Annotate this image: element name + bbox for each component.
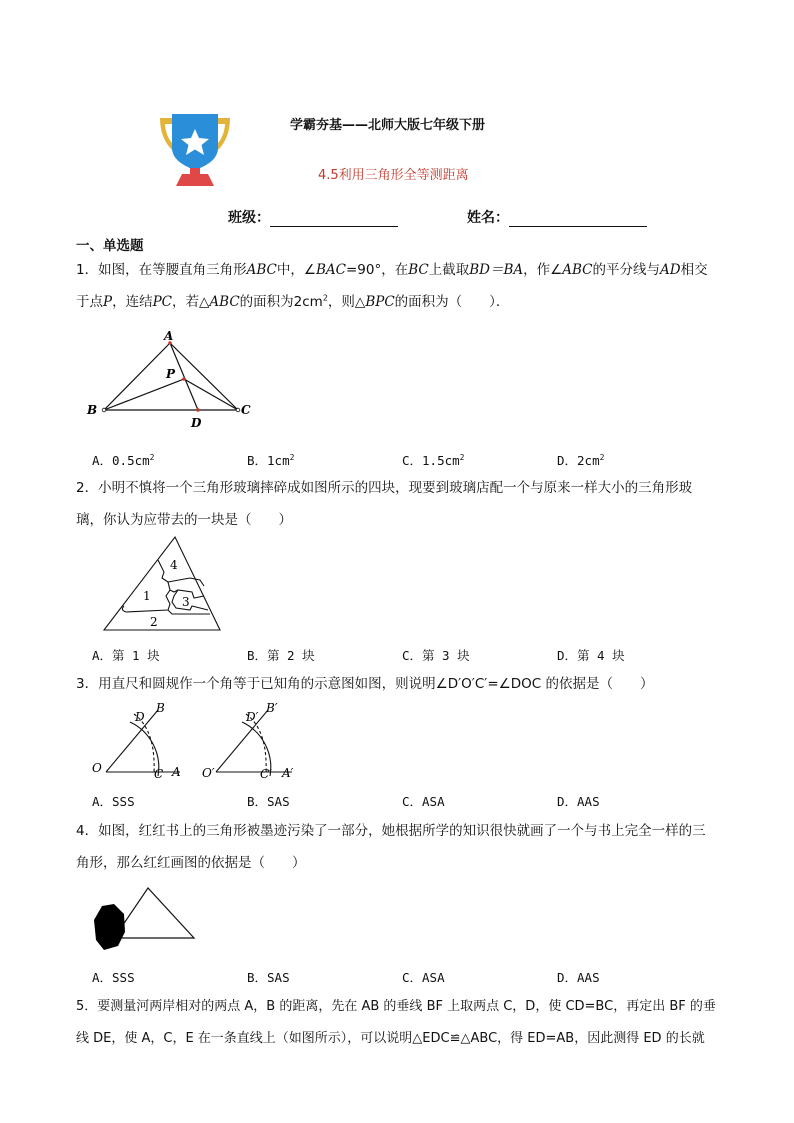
option-b[interactable]: B．$1cm^2$ — [247, 452, 295, 468]
class-field — [228, 207, 398, 227]
page-subtitle: 4.5利用三角形全等测距离 — [318, 168, 469, 183]
page-title: 学霸夯基——北师大版七年级下册 — [290, 118, 486, 133]
option-d[interactable]: D．$2cm^2$ — [557, 452, 605, 468]
option-c[interactable]: C．第 3 块 — [402, 648, 470, 663]
label-C: C — [241, 403, 251, 417]
label-A: A — [164, 329, 174, 343]
option-a[interactable]: A．SSS — [92, 794, 135, 809]
option-a[interactable]: A．$0.5cm^2$ — [92, 452, 155, 468]
option-d[interactable]: D．AAS — [557, 970, 600, 985]
question-3: 3．用直尺和圆规作一个角等于已知角的示意图如图，则说明∠D′O′C′=∠DOC 的依据是（ ） — [76, 676, 654, 692]
question-2: 2．小明不慎将一个三角形玻璃摔碎成如图所示的四块，现要到玻璃店配一个与原来一样大小的三角形玻璃，你认为应带去的一块是（ ） — [76, 480, 693, 528]
label-D-prime: D′ — [246, 710, 259, 724]
label-A-prime: A′ — [282, 766, 294, 780]
label-D: D — [135, 710, 145, 724]
option-d[interactable]: D．AAS — [557, 794, 600, 809]
label-P: P — [166, 367, 176, 381]
piece-4-label: 4 — [170, 558, 178, 572]
piece-3-label: 3 — [182, 595, 190, 609]
option-c[interactable]: C．ASA — [402, 794, 445, 809]
label-D: D — [191, 416, 202, 430]
piece-1-label: 1 — [143, 589, 151, 603]
option-a[interactable]: A．SSS — [92, 970, 135, 985]
option-c[interactable]: C．ASA — [402, 970, 445, 985]
question-1: 1．如图，在等腰直角三角形ABC中，∠BAC=90°，在BC上截取BD＝BA，作∠ABC的平分线与AD相交于点P，连结PC，若△ABC的面积为$2cm^2$，则△BPC的面积为（ ）． — [76, 262, 708, 310]
trophy-logo-icon — [152, 112, 238, 188]
question-3-figure — [88, 700, 302, 782]
option-d[interactable]: D．第 4 块 — [557, 648, 625, 663]
question-5: 5．要测量河两岸相对的两点 A，B 的距离，先在 AB 的垂线 BF 上取两点 C，D，使 CD=BC，再定出 BF 的垂线 DE，使 A，C，E 在一条直线上（如图所示），可以说明△EDC≌△ABC，得 ED=AB，因此测得 ED 的长就 — [76, 999, 716, 1046]
question-1-figure — [80, 326, 260, 430]
class-blank[interactable] — [270, 210, 398, 227]
name-blank[interactable] — [509, 210, 647, 227]
name-field — [467, 207, 647, 227]
label-B-prime: B′ — [266, 701, 278, 715]
name-label: 姓名： — [467, 210, 509, 226]
label-C: C — [154, 767, 164, 781]
class-label: 班级： — [228, 210, 270, 226]
question-4: 4．如图，红红书上的三角形被墨迹污染了一部分，她根据所学的知识很快就画了一个与书上完全一样的三角形，那么红红画图的依据是（ ） — [76, 823, 706, 871]
question-4-figure — [90, 884, 200, 954]
option-a[interactable]: A．第 1 块 — [92, 648, 160, 663]
option-b[interactable]: B．SAS — [247, 970, 290, 985]
question-2-figure — [100, 534, 234, 634]
label-B: B — [156, 701, 165, 715]
label-A: A — [172, 765, 181, 779]
label-B: B — [87, 403, 98, 417]
label-C-prime: C′ — [260, 767, 272, 781]
label-O-prime: O′ — [202, 766, 215, 780]
option-b[interactable]: B．第 2 块 — [247, 648, 315, 663]
section-title: 一、单选题 — [76, 238, 144, 254]
option-b[interactable]: B．SAS — [247, 794, 290, 809]
label-O: O — [92, 761, 102, 775]
option-c[interactable]: C．$1.5cm^2$ — [402, 452, 465, 468]
ink-blot — [94, 904, 125, 950]
piece-2-label: 2 — [150, 615, 158, 629]
